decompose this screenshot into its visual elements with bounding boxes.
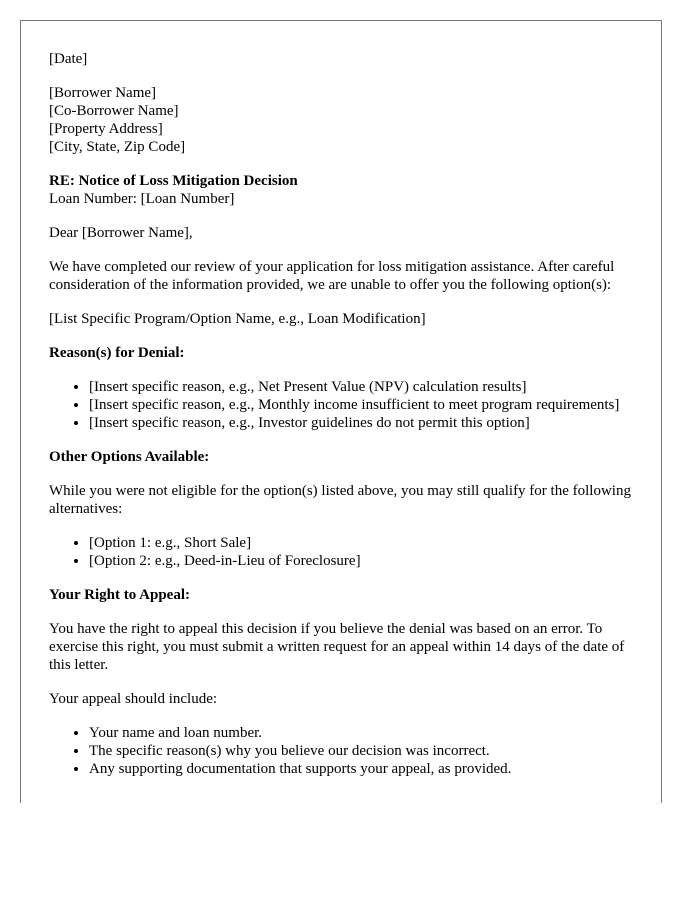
list-item: • [Option 2: e.g., Deed-in-Lieu of Foreclosure] bbox=[89, 552, 637, 570]
denial-reasons-list bbox=[49, 378, 637, 432]
re-subject: RE: Notice of Loss Mitigation Decision bbox=[49, 173, 298, 189]
list-item: • Any supporting documentation that supports your appeal, as provided. bbox=[89, 760, 637, 778]
borrower-name: [Borrower Name] bbox=[49, 85, 157, 101]
re-block bbox=[49, 172, 637, 208]
list-item: • [Insert specific reason, e.g., Investor guidelines do not permit this option] bbox=[89, 414, 637, 432]
letter-page bbox=[20, 20, 662, 803]
program-name: [List Specific Program/Option Name, e.g., Loan Modification] bbox=[49, 311, 426, 327]
options-list bbox=[49, 534, 637, 570]
appeal-heading: Your Right to Appeal: bbox=[49, 587, 190, 603]
intro-paragraph: We have completed our review of your application for loss mitigation assistance. After careful consideration of the information provided, we are unable to offer you the following option(s): bbox=[49, 259, 615, 293]
salutation: Dear [Borrower Name], bbox=[49, 225, 193, 241]
list-item: • [Insert specific reason, e.g., Net Present Value (NPV) calculation results] bbox=[89, 378, 637, 396]
appeal-text: You have the right to appeal this decision if you believe the denial was based on an error. To exercise this right, you must submit a written request for an appeal within 14 days of the date of this letter. bbox=[49, 621, 625, 673]
denial-heading: Reason(s) for Denial: bbox=[49, 345, 185, 361]
letter-date: [Date] bbox=[49, 51, 88, 67]
options-intro: While you were not eligible for the option(s) listed above, you may still qualify for the following alternatives: bbox=[49, 483, 631, 517]
recipient-block bbox=[49, 84, 637, 156]
options-heading: Other Options Available: bbox=[49, 449, 210, 465]
list-item: • [Insert specific reason, e.g., Monthly income insufficient to meet program requirements] bbox=[89, 396, 637, 414]
property-address: [Property Address] bbox=[49, 121, 163, 137]
appeal-include-intro: Your appeal should include: bbox=[49, 691, 218, 707]
list-item: • Your name and loan number. bbox=[89, 724, 637, 742]
list-item: • The specific reason(s) why you believe our decision was incorrect. bbox=[89, 742, 637, 760]
co-borrower-name: [Co-Borrower Name] bbox=[49, 103, 179, 119]
loan-number: Loan Number: [Loan Number] bbox=[49, 191, 235, 207]
city-state-zip: [City, State, Zip Code] bbox=[49, 139, 186, 155]
appeal-items-list bbox=[49, 724, 637, 778]
list-item: • [Option 1: e.g., Short Sale] bbox=[89, 534, 637, 552]
letter-content bbox=[49, 50, 637, 794]
